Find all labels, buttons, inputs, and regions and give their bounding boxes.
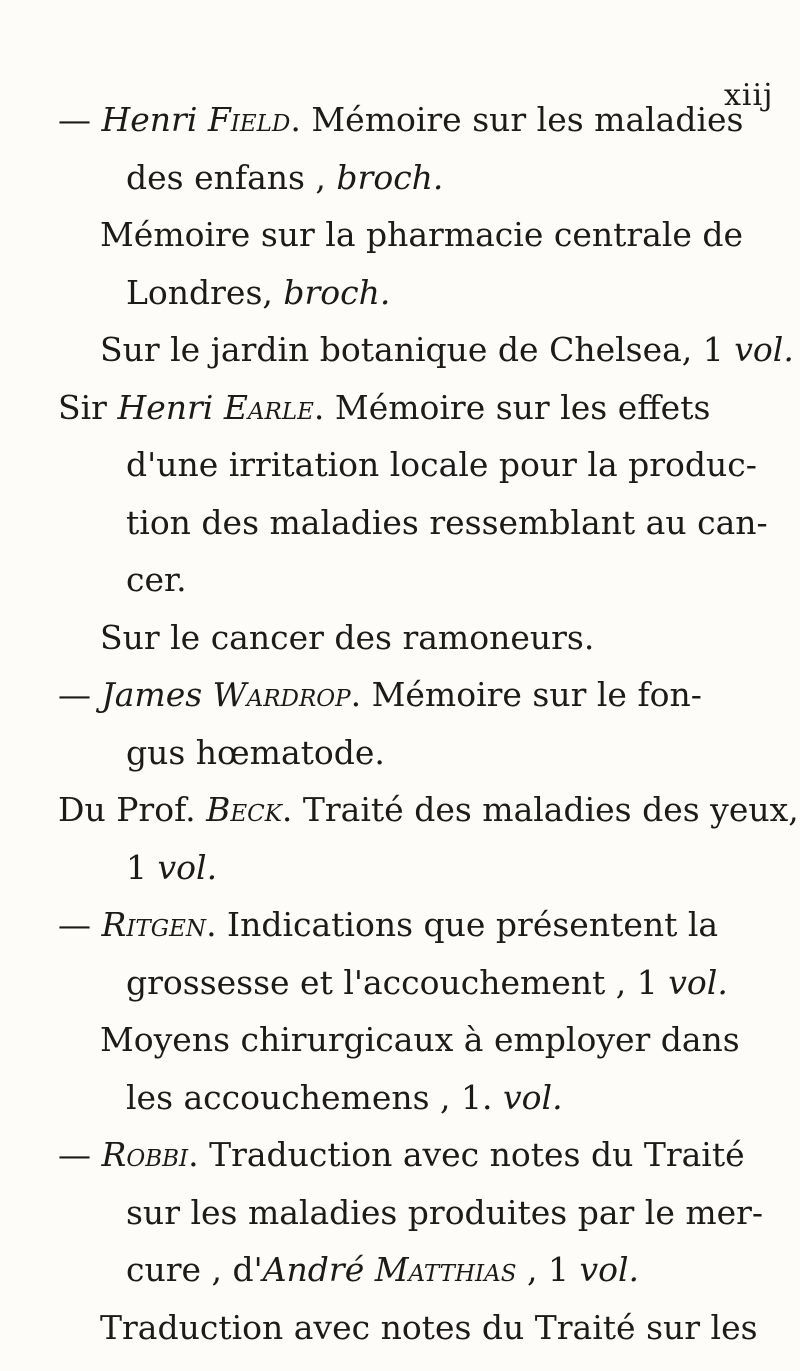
entry-text: sur les maladies produites par le mer-: [126, 1192, 764, 1232]
title-prefix: Sir: [58, 387, 107, 427]
format-note: broch.: [336, 157, 444, 197]
text-line: [126, 1248, 639, 1292]
dash-mark: —: [58, 675, 91, 714]
entry-text: . Mémoire sur les maladies: [290, 100, 744, 139]
entry-text: Londres,: [126, 272, 284, 312]
text-line: [58, 788, 799, 832]
entry-text: des enfans ,: [126, 157, 337, 197]
entry-text: Moyens chirurgicaux à employer dans: [100, 1020, 740, 1059]
text-line: [58, 903, 718, 947]
text-line: [100, 213, 743, 257]
text-line: [100, 328, 794, 372]
dash-mark: —: [58, 905, 91, 944]
text-line: [126, 731, 385, 775]
entry-text: , 1: [516, 1250, 580, 1289]
dash-mark: —: [58, 1135, 91, 1174]
text-line: [100, 1306, 758, 1350]
author-surname: Beck: [206, 790, 282, 829]
author-surname: Field: [207, 100, 291, 139]
text-line: [126, 558, 187, 602]
author-surname: Ritgen: [101, 905, 207, 944]
text-line: [126, 443, 757, 487]
format-note: vol.: [579, 1250, 640, 1289]
dash-mark: —: [58, 100, 91, 139]
author-firstname: Henri: [101, 100, 198, 139]
text-line: [58, 673, 702, 717]
text-line: [126, 846, 217, 890]
entry-text: grossesse et l'accouchement , 1: [126, 962, 669, 1002]
text-line: [126, 961, 728, 1005]
text-line: [100, 616, 594, 660]
entry-text: . Mémoire sur les effets: [313, 387, 711, 427]
entry-text: cure , d': [126, 1250, 263, 1289]
entry-text: . Traité des maladies des yeux,: [281, 790, 799, 829]
page-number: xiij: [724, 78, 774, 113]
text-line: [58, 98, 744, 142]
format-note: vol.: [668, 962, 728, 1002]
entry-text: 1: [126, 847, 158, 887]
author-surname: Robbi: [101, 1135, 189, 1174]
author-title: Prof.: [116, 790, 196, 829]
format-note: vol.: [734, 330, 794, 369]
entry-text: cer.: [126, 560, 187, 599]
text-line: [126, 501, 768, 545]
title-prefix: Du: [58, 790, 106, 829]
entry-text: Sur le cancer des ramoneurs.: [100, 617, 595, 657]
format-note: broch.: [283, 272, 391, 312]
text-line: [126, 1076, 563, 1120]
entry-text: Sur le jardin botanique de Chelsea, 1: [100, 330, 735, 369]
text-line: [58, 386, 710, 430]
text-line: [58, 1133, 745, 1177]
author-firstname: Henri: [117, 387, 214, 427]
entry-text: Traduction avec notes du Traité sur les: [100, 1307, 758, 1347]
text-line: [126, 156, 443, 200]
author-surname: Wardrop: [212, 675, 351, 714]
entry-text: d'une irritation locale pour la produc-: [126, 445, 757, 484]
text-line: [126, 1191, 763, 1235]
format-note: vol.: [157, 847, 218, 887]
text-line: [100, 1018, 740, 1062]
entry-text: . Indications que présentent la: [206, 905, 719, 944]
format-note: vol.: [503, 1077, 563, 1117]
entry-text: . Mémoire sur le fon-: [350, 675, 702, 714]
author-surname: Matthias: [374, 1250, 517, 1289]
text-line: [126, 271, 390, 315]
author-surname: Earle: [223, 387, 314, 427]
author-firstname: André: [262, 1250, 365, 1289]
entry-text: . Traduction avec notes du Traité: [188, 1135, 745, 1174]
entry-text: tion des maladies ressemblant au can-: [126, 502, 768, 542]
entry-text: les accouchemens , 1.: [126, 1077, 503, 1117]
author-firstname: James: [101, 675, 203, 714]
entry-text: Mémoire sur la pharmacie centrale de: [100, 215, 744, 254]
entry-text: gus hœmatode.: [126, 732, 385, 772]
